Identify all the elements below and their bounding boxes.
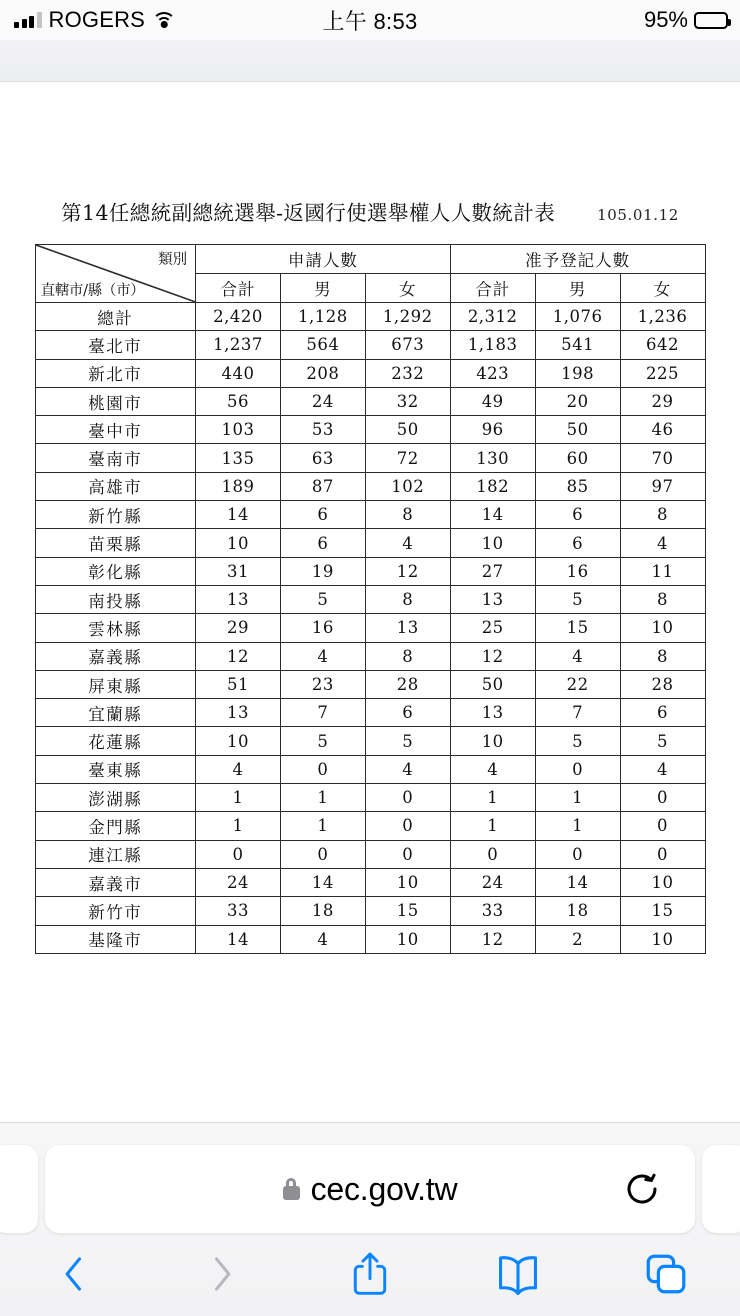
- address-bar-content: [283, 1171, 458, 1208]
- row-value-cell: 28: [365, 670, 450, 698]
- row-value-cell: 87: [280, 472, 365, 500]
- row-value-cell: 5: [620, 727, 705, 755]
- row-value-cell: 8: [620, 642, 705, 670]
- row-value-cell: 24: [196, 868, 281, 896]
- row-region-name: 花蓮縣: [35, 727, 196, 755]
- row-value-cell: 0: [535, 755, 620, 783]
- share-icon: [349, 1251, 391, 1297]
- back-chevron-icon: [57, 1252, 91, 1296]
- row-value-cell: 18: [280, 897, 365, 925]
- row-value-cell: 1: [535, 784, 620, 812]
- row-region-name: 雲林縣: [35, 614, 196, 642]
- adjacent-tab-left[interactable]: [0, 1145, 38, 1233]
- row-value-cell: 673: [365, 331, 450, 359]
- sub-header-app-female: 女: [365, 274, 450, 303]
- row-value-cell: 4: [620, 529, 705, 557]
- row-value-cell: 4: [365, 755, 450, 783]
- table-row: [35, 416, 705, 444]
- row-value-cell: 14: [196, 501, 281, 529]
- row-region-name: 新北市: [35, 359, 196, 387]
- sub-header-apr-male: 男: [535, 274, 620, 303]
- row-region-name: 臺東縣: [35, 755, 196, 783]
- row-value-cell: 130: [450, 444, 535, 472]
- row-region-name: 臺中市: [35, 416, 196, 444]
- row-value-cell: 7: [280, 699, 365, 727]
- status-bar-right: [644, 0, 728, 40]
- row-value-cell: 14: [450, 501, 535, 529]
- row-value-cell: 24: [280, 387, 365, 415]
- url-label: cec.gov.tw: [310, 1170, 458, 1207]
- row-value-cell: 10: [620, 614, 705, 642]
- row-value-cell: 50: [535, 416, 620, 444]
- row-value-cell: 12: [450, 642, 535, 670]
- row-value-cell: 0: [620, 784, 705, 812]
- row-value-cell: 70: [620, 444, 705, 472]
- forward-chevron-icon: [205, 1252, 239, 1296]
- row-value-cell: 4: [280, 642, 365, 670]
- row-value-cell: 0: [450, 840, 535, 868]
- row-value-cell: 96: [450, 416, 535, 444]
- row-value-cell: 19: [280, 557, 365, 585]
- row-value-cell: 29: [620, 387, 705, 415]
- row-value-cell: 208: [280, 359, 365, 387]
- row-value-cell: 5: [280, 727, 365, 755]
- row-value-cell: 0: [535, 840, 620, 868]
- row-value-cell: 23: [280, 670, 365, 698]
- row-value-cell: 8: [365, 501, 450, 529]
- share-button[interactable]: [296, 1232, 444, 1316]
- report-date: 105.01.12: [597, 206, 679, 224]
- row-region-name: 臺北市: [35, 331, 196, 359]
- row-value-cell: 10: [196, 727, 281, 755]
- page-title: 第14任總統副總統選舉-返國行使選舉權人人數統計表: [61, 201, 556, 225]
- row-value-cell: 14: [280, 868, 365, 896]
- status-bar-center: [0, 0, 740, 40]
- row-value-cell: 0: [365, 812, 450, 840]
- row-value-cell: 50: [450, 670, 535, 698]
- row-region-name: 臺南市: [35, 444, 196, 472]
- row-value-cell: 50: [365, 416, 450, 444]
- row-value-cell: 8: [620, 585, 705, 613]
- row-value-cell: 6: [365, 699, 450, 727]
- back-button[interactable]: [0, 1232, 148, 1316]
- table-header: [35, 245, 705, 303]
- row-value-cell: 33: [196, 897, 281, 925]
- row-value-cell: 32: [365, 387, 450, 415]
- group-header-applications: 申請人數: [196, 245, 451, 274]
- row-value-cell: 198: [535, 359, 620, 387]
- address-bar[interactable]: [45, 1145, 695, 1233]
- row-value-cell: 15: [365, 897, 450, 925]
- row-region-name: 嘉義市: [35, 868, 196, 896]
- row-value-cell: 20: [535, 387, 620, 415]
- row-region-name: 新竹市: [35, 897, 196, 925]
- row-value-cell: 1,183: [450, 331, 535, 359]
- web-page-content: [0, 82, 740, 1122]
- row-value-cell: 642: [620, 331, 705, 359]
- row-value-cell: 22: [535, 670, 620, 698]
- status-bar: [0, 0, 740, 40]
- row-value-cell: 440: [196, 359, 281, 387]
- row-value-cell: 102: [365, 472, 450, 500]
- row-value-cell: 8: [365, 642, 450, 670]
- row-value-cell: 13: [365, 614, 450, 642]
- row-region-name: 澎湖縣: [35, 784, 196, 812]
- row-region-name: 金門縣: [35, 812, 196, 840]
- table-row: [35, 303, 705, 331]
- sub-header-app-total: 合計: [196, 274, 281, 303]
- row-value-cell: 1: [280, 812, 365, 840]
- row-value-cell: 1: [450, 812, 535, 840]
- row-value-cell: 0: [620, 812, 705, 840]
- row-value-cell: 60: [535, 444, 620, 472]
- row-value-cell: 1,128: [280, 303, 365, 331]
- row-value-cell: 4: [450, 755, 535, 783]
- battery-icon: [694, 12, 728, 29]
- row-value-cell: 13: [450, 699, 535, 727]
- row-value-cell: 6: [280, 529, 365, 557]
- tabs-icon: [644, 1252, 688, 1296]
- row-value-cell: 5: [280, 585, 365, 613]
- row-value-cell: 103: [196, 416, 281, 444]
- table-row: [35, 359, 705, 387]
- row-value-cell: 6: [620, 699, 705, 727]
- row-value-cell: 51: [196, 670, 281, 698]
- row-value-cell: 46: [620, 416, 705, 444]
- row-value-cell: 189: [196, 472, 281, 500]
- table-row: [35, 472, 705, 500]
- table-row: [35, 727, 705, 755]
- group-header-approved: 准予登記人數: [450, 245, 705, 274]
- row-value-cell: 7: [535, 699, 620, 727]
- row-region-name: 連江縣: [35, 840, 196, 868]
- row-value-cell: 10: [620, 925, 705, 953]
- row-value-cell: 5: [535, 727, 620, 755]
- row-region-name: 桃園市: [35, 387, 196, 415]
- carrier-label: ROGERS: [48, 7, 146, 32]
- row-value-cell: 53: [280, 416, 365, 444]
- row-value-cell: 541: [535, 331, 620, 359]
- row-value-cell: 1: [196, 812, 281, 840]
- table-row: [35, 614, 705, 642]
- row-value-cell: 2: [535, 925, 620, 953]
- table-row: [35, 812, 705, 840]
- tabs-button[interactable]: [592, 1232, 740, 1316]
- statistics-table: [35, 244, 706, 954]
- clock-label: 上午 8:53: [322, 8, 418, 34]
- row-value-cell: 423: [450, 359, 535, 387]
- table-row: [35, 699, 705, 727]
- row-value-cell: 1: [535, 812, 620, 840]
- row-value-cell: 85: [535, 472, 620, 500]
- table-row: [35, 585, 705, 613]
- sub-header-app-male: 男: [280, 274, 365, 303]
- corner-header-cell: [35, 245, 196, 303]
- region-label: 直轄市/縣（市）: [40, 283, 145, 299]
- row-value-cell: 0: [620, 840, 705, 868]
- row-value-cell: 24: [450, 868, 535, 896]
- row-value-cell: 10: [365, 868, 450, 896]
- row-region-name: 總計: [35, 303, 196, 331]
- row-value-cell: 1,236: [620, 303, 705, 331]
- bookmarks-button[interactable]: [444, 1232, 592, 1316]
- category-label: 類別: [158, 252, 188, 268]
- row-value-cell: 4: [196, 755, 281, 783]
- table-body: [35, 303, 705, 954]
- row-value-cell: 2,312: [450, 303, 535, 331]
- table-header-row-groups: [35, 245, 705, 274]
- row-region-name: 嘉義縣: [35, 642, 196, 670]
- row-value-cell: 5: [535, 585, 620, 613]
- row-value-cell: 33: [450, 897, 535, 925]
- browser-bottom-bar: [0, 1122, 740, 1316]
- row-value-cell: 6: [280, 501, 365, 529]
- row-value-cell: 6: [535, 529, 620, 557]
- row-value-cell: 10: [620, 868, 705, 896]
- forward-button[interactable]: [148, 1232, 296, 1316]
- row-value-cell: 4: [280, 925, 365, 953]
- row-value-cell: 13: [196, 699, 281, 727]
- table-row: [35, 642, 705, 670]
- row-value-cell: 10: [365, 925, 450, 953]
- row-value-cell: 1,076: [535, 303, 620, 331]
- row-value-cell: 1,292: [365, 303, 450, 331]
- row-value-cell: 14: [196, 925, 281, 953]
- row-value-cell: 1: [196, 784, 281, 812]
- table-row: [35, 557, 705, 585]
- sub-header-apr-female: 女: [620, 274, 705, 303]
- row-value-cell: 97: [620, 472, 705, 500]
- row-region-name: 南投縣: [35, 585, 196, 613]
- row-value-cell: 225: [620, 359, 705, 387]
- row-value-cell: 49: [450, 387, 535, 415]
- sub-header-apr-total: 合計: [450, 274, 535, 303]
- row-value-cell: 1: [280, 784, 365, 812]
- browser-toolbar: [0, 1232, 740, 1316]
- row-value-cell: 15: [535, 614, 620, 642]
- row-region-name: 彰化縣: [35, 557, 196, 585]
- row-value-cell: 63: [280, 444, 365, 472]
- row-value-cell: 135: [196, 444, 281, 472]
- browser-top-chrome: [0, 40, 740, 82]
- row-value-cell: 0: [280, 755, 365, 783]
- table-row: [35, 331, 705, 359]
- url-bar-row: [0, 1145, 740, 1233]
- row-value-cell: 10: [450, 727, 535, 755]
- row-value-cell: 564: [280, 331, 365, 359]
- row-value-cell: 12: [450, 925, 535, 953]
- table-row: [35, 755, 705, 783]
- row-value-cell: 12: [365, 557, 450, 585]
- table-row: [35, 529, 705, 557]
- row-region-name: 苗栗縣: [35, 529, 196, 557]
- row-value-cell: 8: [365, 585, 450, 613]
- row-region-name: 宜蘭縣: [35, 699, 196, 727]
- row-value-cell: 4: [535, 642, 620, 670]
- row-value-cell: 28: [620, 670, 705, 698]
- row-value-cell: 56: [196, 387, 281, 415]
- battery-percent-label: 95%: [643, 7, 688, 32]
- table-row: [35, 784, 705, 812]
- row-region-name: 新竹縣: [35, 501, 196, 529]
- row-value-cell: 18: [535, 897, 620, 925]
- row-value-cell: 1: [450, 784, 535, 812]
- table-row: [35, 387, 705, 415]
- row-value-cell: 10: [196, 529, 281, 557]
- row-value-cell: 6: [535, 501, 620, 529]
- row-value-cell: 72: [365, 444, 450, 472]
- row-value-cell: 4: [620, 755, 705, 783]
- row-value-cell: 10: [450, 529, 535, 557]
- row-value-cell: 232: [365, 359, 450, 387]
- row-value-cell: 13: [450, 585, 535, 613]
- table-row: [35, 840, 705, 868]
- row-value-cell: 4: [365, 529, 450, 557]
- table-row: [35, 925, 705, 953]
- reload-icon[interactable]: [623, 1170, 661, 1208]
- adjacent-tab-right[interactable]: [702, 1145, 740, 1233]
- row-value-cell: 29: [196, 614, 281, 642]
- row-value-cell: 14: [535, 868, 620, 896]
- row-region-name: 高雄市: [35, 472, 196, 500]
- row-value-cell: 182: [450, 472, 535, 500]
- row-region-name: 基隆市: [35, 925, 196, 953]
- row-value-cell: 2,420: [196, 303, 281, 331]
- row-region-name: 屏東縣: [35, 670, 196, 698]
- row-value-cell: 0: [280, 840, 365, 868]
- document-header: [0, 82, 740, 226]
- row-value-cell: 8: [620, 501, 705, 529]
- bookmarks-icon: [495, 1253, 541, 1295]
- lock-icon: [283, 1178, 300, 1200]
- table-row: [35, 897, 705, 925]
- row-value-cell: 0: [196, 840, 281, 868]
- row-value-cell: 11: [620, 557, 705, 585]
- row-value-cell: 13: [196, 585, 281, 613]
- table-row: [35, 868, 705, 896]
- row-value-cell: 31: [196, 557, 281, 585]
- row-value-cell: 16: [280, 614, 365, 642]
- row-value-cell: 0: [365, 784, 450, 812]
- row-value-cell: 15: [620, 897, 705, 925]
- row-value-cell: 0: [365, 840, 450, 868]
- table-row: [35, 501, 705, 529]
- row-value-cell: 5: [365, 727, 450, 755]
- row-value-cell: 27: [450, 557, 535, 585]
- row-value-cell: 16: [535, 557, 620, 585]
- row-value-cell: 25: [450, 614, 535, 642]
- row-value-cell: 1,237: [196, 331, 281, 359]
- table-row: [35, 444, 705, 472]
- row-value-cell: 12: [196, 642, 281, 670]
- table-row: [35, 670, 705, 698]
